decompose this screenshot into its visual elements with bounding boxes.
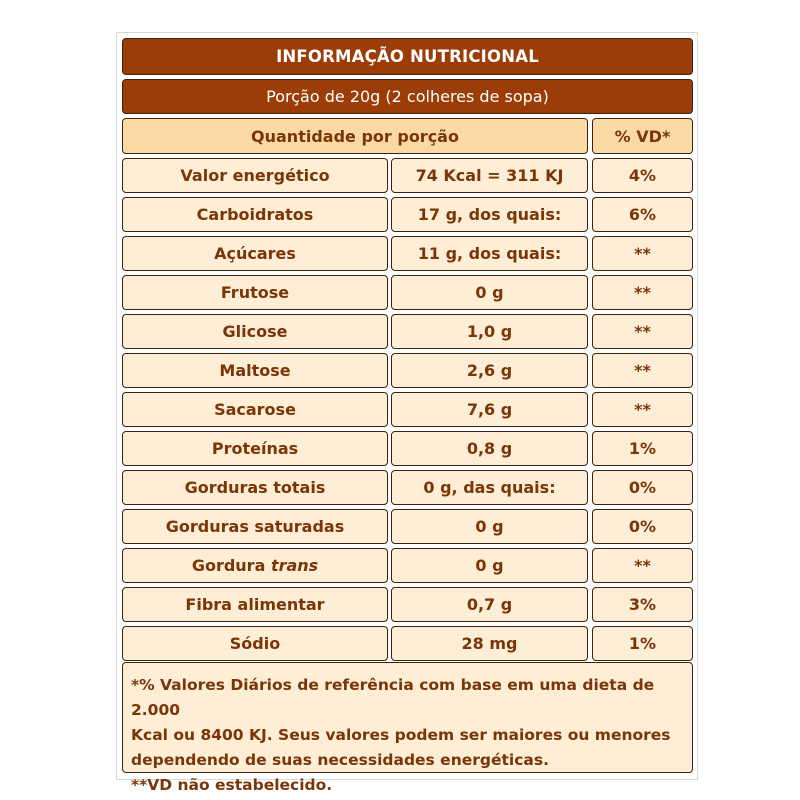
footnote-line: Kcal ou 8400 KJ. Seus valores podem ser maiores ou menores (131, 726, 671, 744)
nutrient-amount-text: 0 g, das quais: (423, 478, 556, 497)
nutrient-amount-text: 0 g (475, 283, 504, 302)
nutrient-amount (391, 470, 588, 505)
nutrient-name (122, 158, 388, 193)
nutrient-dv-text: 6% (628, 205, 657, 224)
nutrient-amount-text: 1,0 g (466, 322, 513, 341)
nutrient-dv (592, 470, 693, 505)
nutrient-amount-text: 7,6 g (466, 400, 513, 419)
nutrient-dv (592, 275, 693, 310)
nutrient-dv (592, 236, 693, 271)
nutrient-name-text: Sódio (229, 634, 281, 653)
nutrient-dv (592, 509, 693, 544)
footnote-line: dependendo de suas necessidades energéticas. (131, 751, 549, 769)
nutrient-dv-text: ** (634, 244, 651, 263)
nutrient-amount (391, 431, 588, 466)
nutrient-amount-text: 0,8 g (466, 439, 513, 458)
nutrient-name-text: Carboidratos (196, 205, 314, 224)
nutrient-amount (391, 314, 588, 349)
nutrient-name (122, 509, 388, 544)
nutrient-dv-text: 1% (628, 634, 657, 653)
footnote-line: *% Valores Diários de referência com base em uma dieta de 2.000 (131, 676, 655, 719)
footnote-line: **VD não estabelecido. (131, 776, 333, 794)
nutrient-dv (592, 197, 693, 232)
nutrient-name (122, 587, 388, 622)
nutrient-amount (391, 197, 588, 232)
nutrient-name-text: Gorduras totais (184, 478, 326, 497)
nutrient-name (122, 314, 388, 349)
nutrient-dv (592, 353, 693, 388)
nutrient-dv (592, 158, 693, 193)
nutrient-dv-text: ** (634, 283, 651, 302)
nutrient-name-text: Frutose (220, 283, 290, 302)
table-title: INFORMAÇÃO NUTRICIONAL (122, 38, 693, 75)
nutrient-name-text: Maltose (219, 361, 291, 380)
nutrient-dv-text: ** (634, 322, 651, 341)
nutrient-amount-text: 2,6 g (466, 361, 513, 380)
nutrient-dv (592, 314, 693, 349)
nutrient-name-text: Gordura (191, 556, 266, 575)
nutrient-amount (391, 509, 588, 544)
nutrient-amount-text: 11 g, dos quais: (417, 244, 562, 263)
nutrient-amount (391, 353, 588, 388)
nutrient-name (122, 431, 388, 466)
nutrient-amount-text: 17 g, dos quais: (417, 205, 562, 224)
nutrient-amount (391, 158, 588, 193)
nutrient-name (122, 470, 388, 505)
nutrient-amount-text: 0,7 g (466, 595, 513, 614)
nutrient-dv (592, 431, 693, 466)
nutrient-amount-text: 0 g (475, 517, 504, 536)
nutrient-dv (592, 626, 693, 661)
nutrient-name-text: Sacarose (214, 400, 296, 419)
nutrient-name (122, 392, 388, 427)
nutrient-dv-text: ** (634, 400, 651, 419)
nutrient-name (122, 353, 388, 388)
nutrient-amount-text: 0 g (475, 556, 504, 575)
nutrient-amount (391, 587, 588, 622)
nutrient-dv (592, 548, 693, 583)
nutrient-name-text: Açúcares (214, 244, 296, 263)
nutrient-amount-text: 28 mg (461, 634, 518, 653)
nutrient-name (122, 197, 388, 232)
nutrient-amount (391, 275, 588, 310)
nutrient-amount (391, 626, 588, 661)
nutrient-dv (592, 392, 693, 427)
nutrient-name-text: Valor energético (180, 166, 330, 185)
nutrient-amount (391, 548, 588, 583)
nutrient-dv-text: ** (634, 361, 651, 380)
nutrient-dv-text: 4% (628, 166, 657, 185)
nutrient-dv-text: 0% (628, 517, 657, 536)
nutrient-name-text: Gorduras saturadas (165, 517, 345, 536)
portion-size: Porção de 20g (2 colheres de sopa) (122, 79, 693, 114)
nutrient-amount (391, 392, 588, 427)
nutrient-name (122, 236, 388, 271)
nutrient-name-italic: trans (270, 556, 319, 575)
nutrient-dv-text: ** (634, 556, 651, 575)
nutrient-dv-text: 3% (628, 595, 657, 614)
nutrient-dv-text: 0% (628, 478, 657, 497)
nutrient-name-text: Glicose (222, 322, 288, 341)
nutrient-name (122, 275, 388, 310)
footnote (122, 662, 693, 794)
nutrient-amount (391, 236, 588, 271)
header-dv: % VD* (592, 118, 693, 154)
nutrient-amount-text: 74 Kcal = 311 KJ (415, 166, 564, 185)
header-quantity: Quantidade por porção (122, 118, 588, 154)
nutrient-dv-text: 1% (628, 439, 657, 458)
nutrient-name (122, 548, 388, 583)
nutrient-dv (592, 587, 693, 622)
nutrient-name (122, 626, 388, 661)
nutrient-name-text: Fibra alimentar (185, 595, 325, 614)
nutrient-name-text: Proteínas (211, 439, 299, 458)
